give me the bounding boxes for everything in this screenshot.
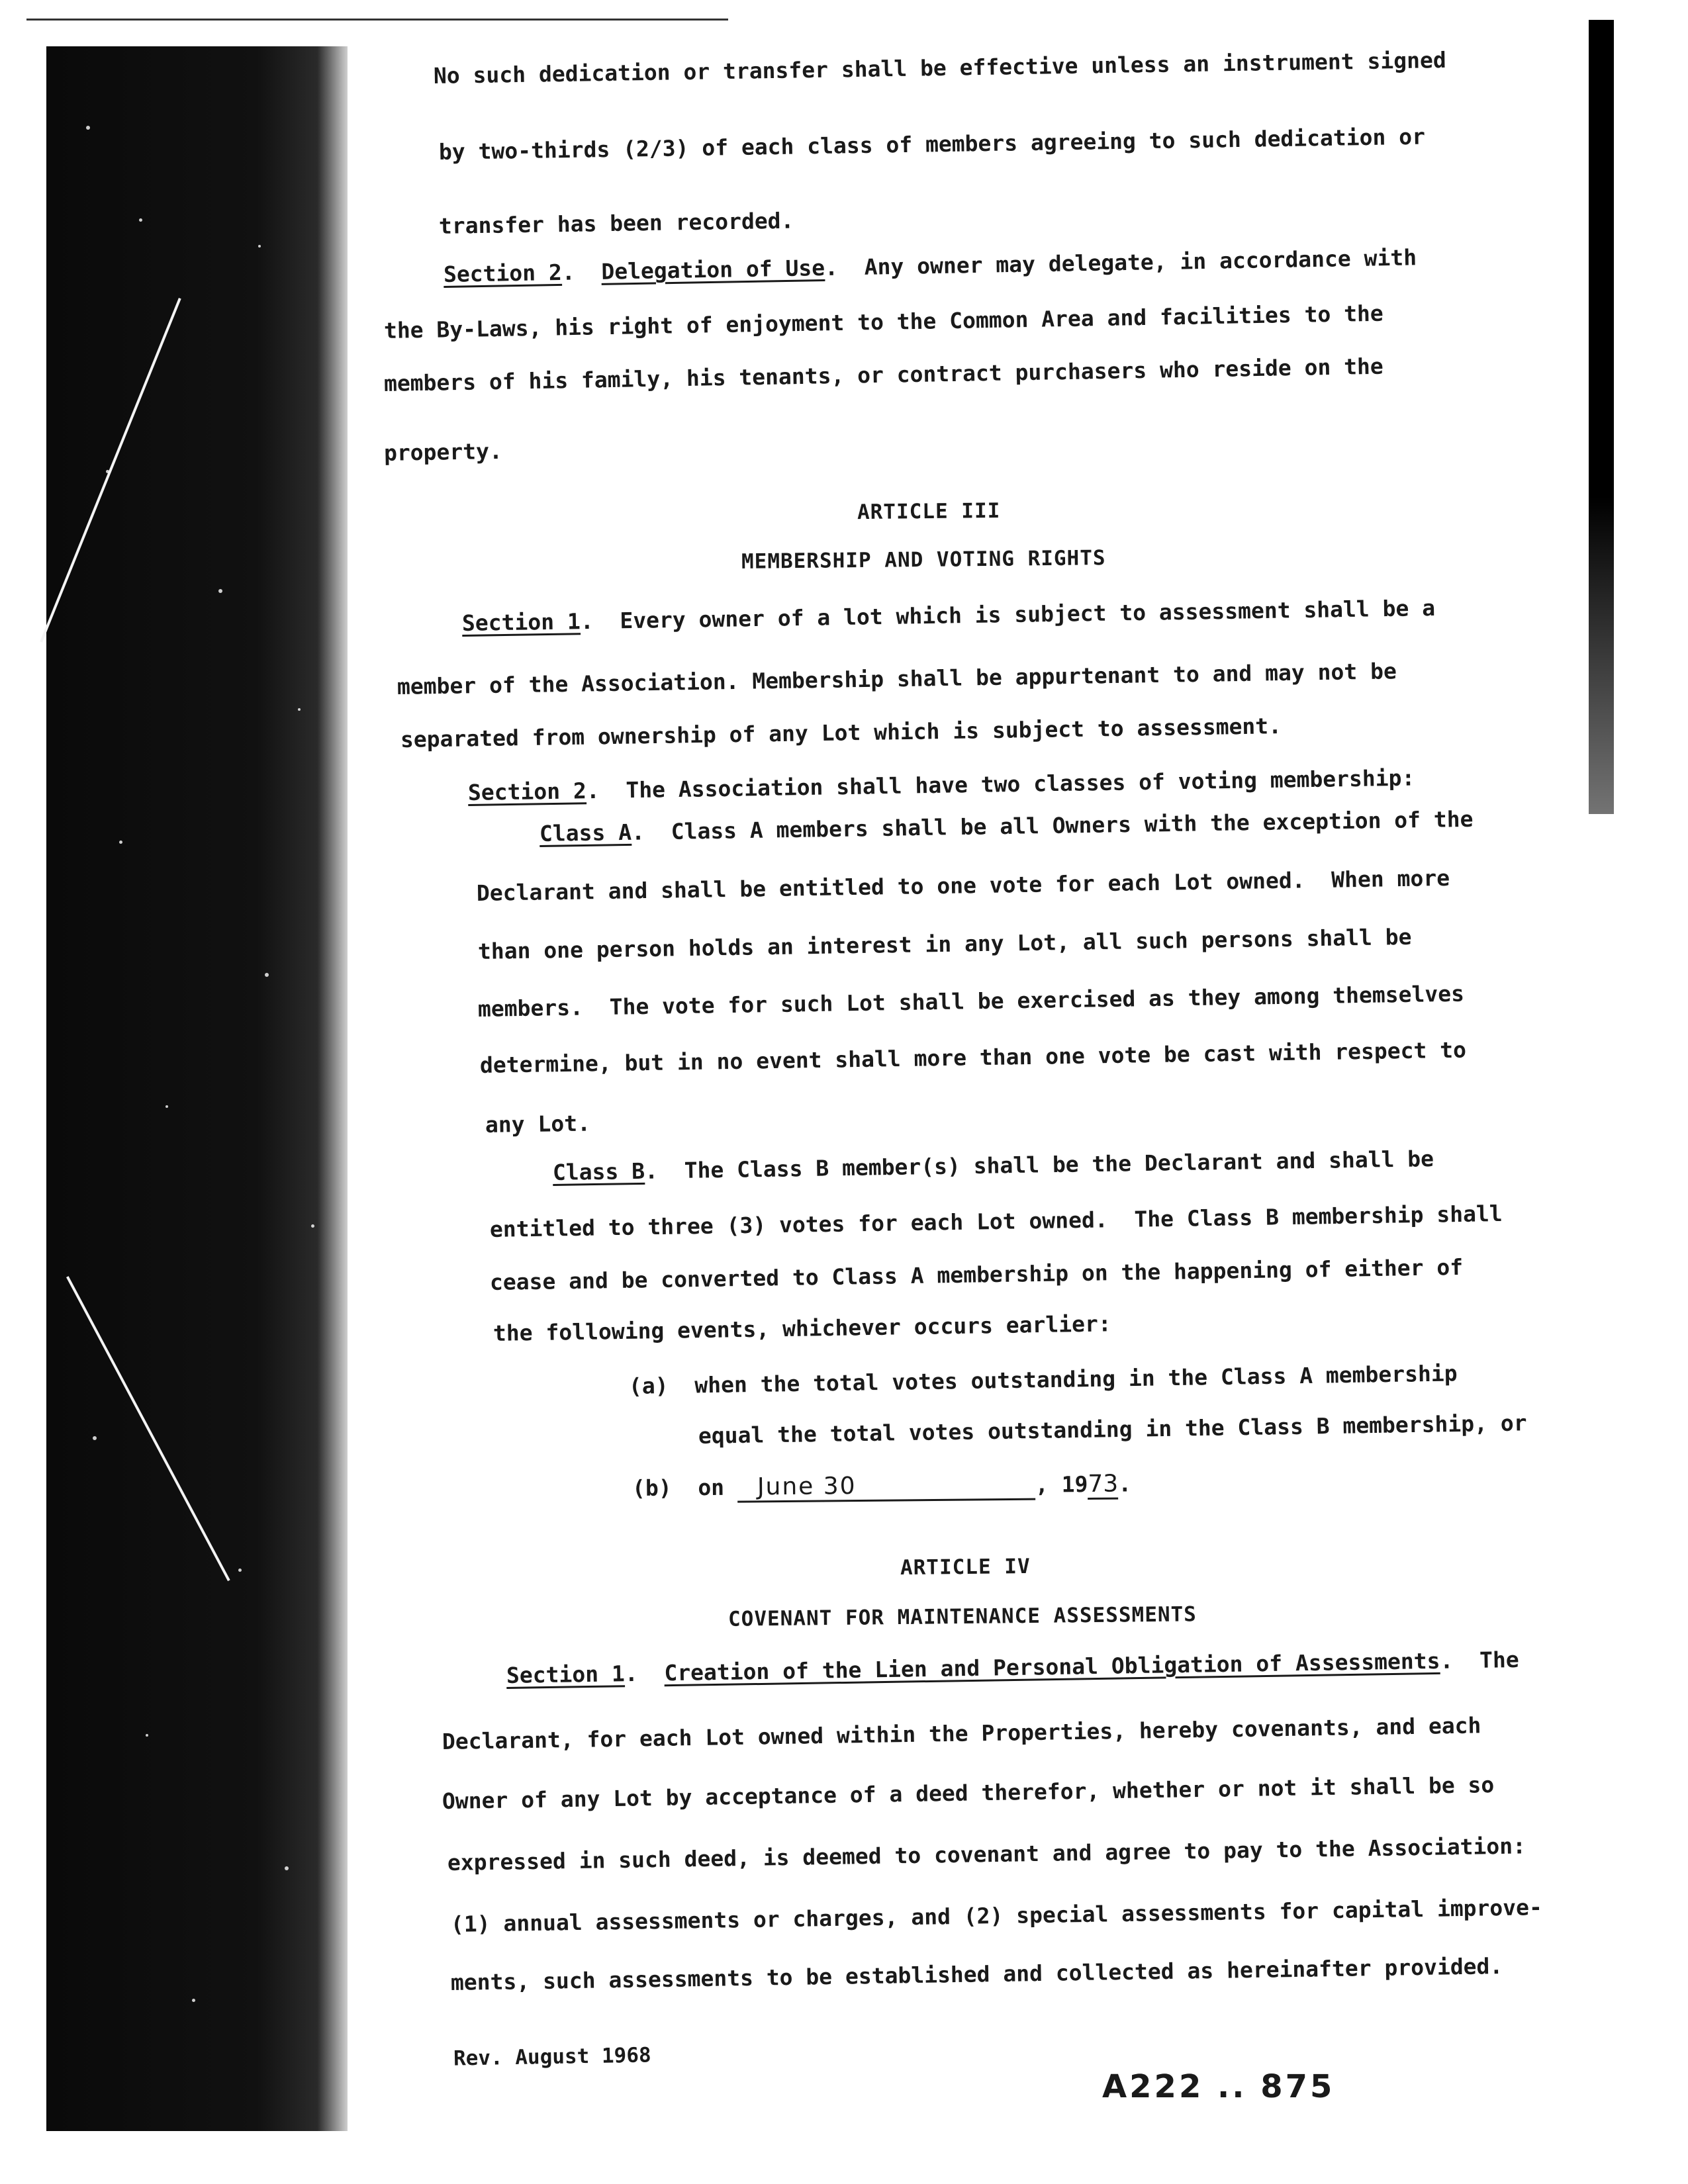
body-line: than one person holds an interest in any Lot, all such persons shall be <box>477 923 1412 964</box>
section-title: Creation of the Lien and Personal Obligation of Assessments <box>664 1647 1440 1686</box>
article-heading: ARTICLE III <box>857 498 1001 525</box>
body-text: The <box>1479 1646 1519 1673</box>
body-line: Declarant and shall be entitled to one vote for each Lot owned. When more <box>476 864 1450 906</box>
body-line: entitled to three (3) votes for each Lot owned. The Class B membership shall <box>489 1200 1503 1242</box>
section-label: Section 1 <box>461 608 581 636</box>
class-label: Class B <box>552 1158 645 1185</box>
body-line: property. <box>383 437 503 466</box>
year-field: 73 <box>1088 1471 1118 1500</box>
list-marker: (a) <box>628 1373 669 1399</box>
body-text: , 19 <box>1035 1471 1088 1498</box>
section-label: Section 2 <box>467 778 587 805</box>
body-text: . <box>1118 1471 1132 1497</box>
scan-right-edge <box>1589 20 1614 814</box>
body-line: cease and be converted to Class A membership on the happening of either of <box>489 1253 1464 1295</box>
section-label: Section 1 <box>506 1661 626 1688</box>
body-text: The Association shall have two classes of voting membership: <box>626 764 1415 803</box>
body-line: members of his family, his tenants, or contract purchasers who reside on the <box>383 353 1384 396</box>
body-line: expressed in such deed, is deemed to covenant and agree to pay to the Association: <box>447 1833 1526 1876</box>
body-line: No such dedication or transfer shall be effective unless an instrument signed <box>433 46 1446 89</box>
body-text: when the total votes outstanding in the Class A membership <box>694 1360 1458 1398</box>
body-line: separated from ownership of any Lot which is subject to assessment. <box>400 713 1282 752</box>
body-text: The Class B member(s) shall be the Declarant and shall be <box>684 1146 1434 1183</box>
article-subheading: COVENANT FOR MAINTENANCE ASSESSMENTS <box>727 1602 1197 1631</box>
section-paragraph-start: Section 2. The Association shall have two classes of voting membership: <box>467 764 1415 805</box>
article-subheading: MEMBERSHIP AND VOTING RIGHTS <box>741 546 1106 574</box>
body-line: by two-thirds (2/3) of each class of members agreeing to such dedication or <box>438 123 1426 165</box>
body-text: Any owner may delegate, in accordance with <box>864 244 1417 280</box>
body-line: the following events, whichever occurs earlier: <box>492 1310 1111 1346</box>
body-line: equal the total votes outstanding in the Class B membership, or <box>698 1410 1527 1449</box>
body-line: members. The vote for such Lot shall be exercised as they among themselves <box>477 980 1465 1022</box>
body-line: ments, such assessments to be established and collected as hereinafter provided. <box>450 1953 1503 1995</box>
body-line: any Lot. <box>485 1110 591 1138</box>
section-paragraph-start: Section 1. Creation of the Lien and Personal Obligation of Assessments. The <box>506 1646 1519 1688</box>
body-text: Class A members shall be all Owners with the exception of the <box>671 805 1474 844</box>
body-line: member of the Association. Membership shall be appurtenant to and may not be <box>397 658 1397 700</box>
revision-date: Rev. August 1968 <box>453 2043 651 2071</box>
class-paragraph-start: Class B. The Class B member(s) shall be the Declarant and shall be <box>552 1146 1434 1185</box>
body-line: (1) annual assessments or charges, and (2) special assessments for capital improve- <box>450 1894 1543 1937</box>
list-marker: (b) <box>632 1475 672 1501</box>
body-line: Owner of any Lot by acceptance of a deed therefor, whether or not it shall be so <box>442 1772 1495 1814</box>
section-paragraph-start: Section 2. Delegation of Use. Any owner may delegate, in accordance with <box>443 244 1417 287</box>
class-label: Class A <box>539 819 632 846</box>
article-heading: ARTICLE IV <box>900 1554 1031 1580</box>
list-item-a <box>629 1360 1458 1399</box>
body-line: the By-Laws, his right of enjoyment to the Common Area and facilities to the <box>383 300 1384 343</box>
section-label: Section 2 <box>443 259 563 287</box>
scan-top-strip <box>26 9 728 21</box>
section-title: Delegation of Use <box>601 254 825 285</box>
body-line: transfer has been recorded. <box>438 207 794 239</box>
body-line: determine, but in no event shall more than one vote be cast with respect to <box>479 1036 1467 1078</box>
body-line: Declarant, for each Lot owned within the Properties, hereby covenants, and each <box>442 1712 1481 1754</box>
body-text: on <box>698 1474 725 1501</box>
scan-dark-margin <box>46 46 348 2131</box>
book-page-number: A222 .. 875 <box>1102 2068 1335 2105</box>
body-text: Every owner of a lot which is subject to assessment shall be a <box>620 594 1436 634</box>
section-paragraph-start: Section 1. Every owner of a lot which is subject to assessment shall be a <box>461 594 1436 636</box>
date-field: June 30 <box>737 1471 1035 1503</box>
class-paragraph-start: Class A. Class A members shall be all Owners with the exception of the <box>539 805 1474 846</box>
list-item-b <box>632 1470 1132 1504</box>
